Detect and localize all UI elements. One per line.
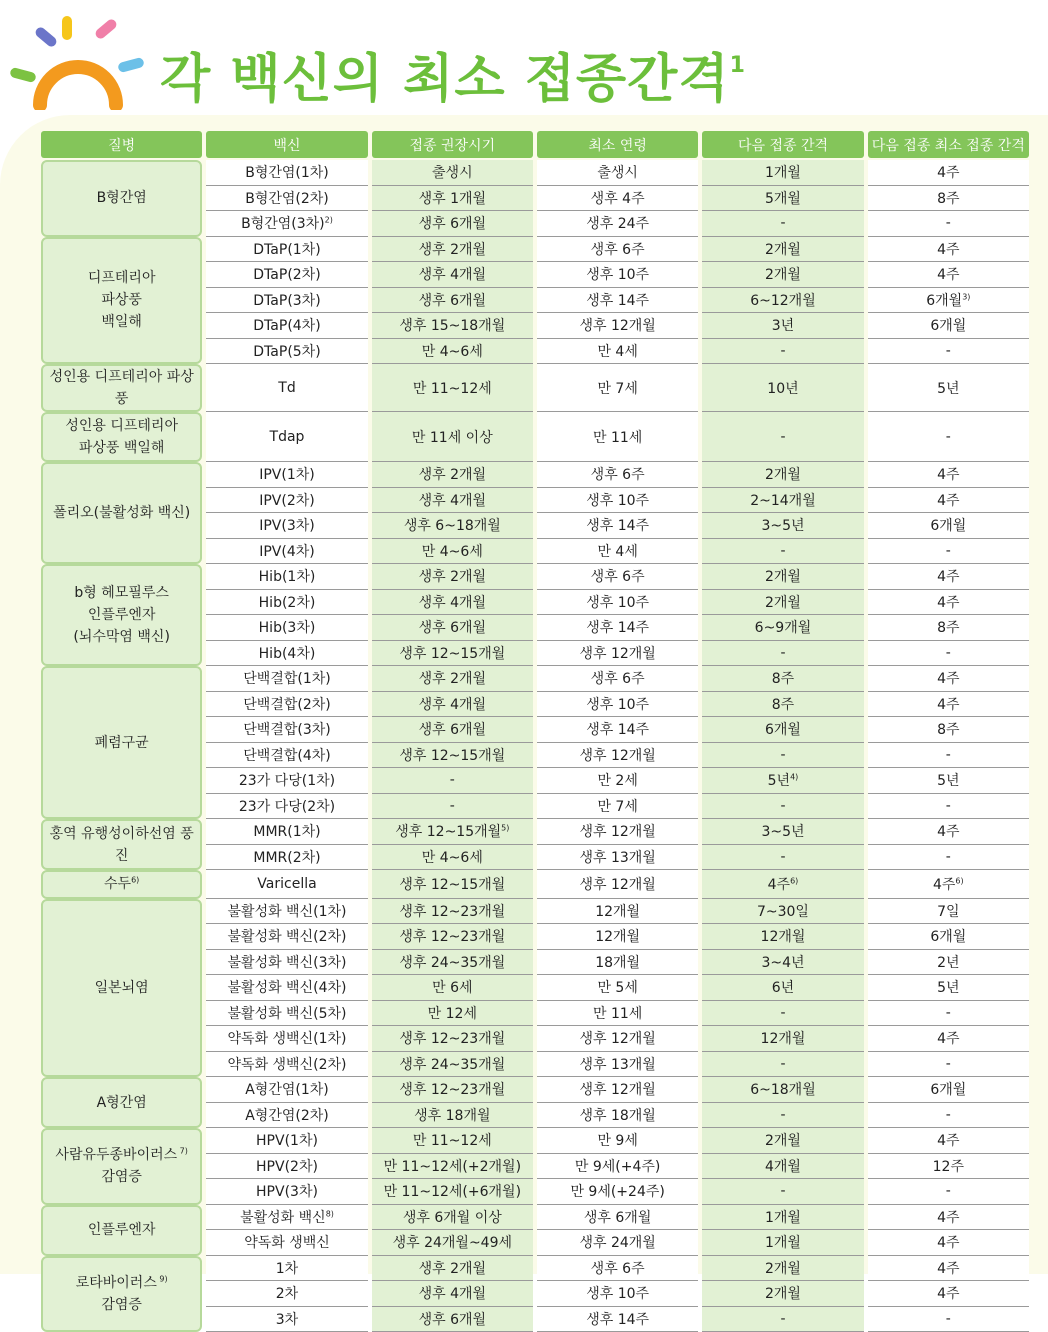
recommended-age-cell: 생후 24개월~49세 xyxy=(372,1230,533,1256)
next-interval-cell: 2개월 xyxy=(702,564,863,590)
minimum-interval-cell: - xyxy=(868,1103,1029,1129)
next-interval-cell: 1개월 xyxy=(702,1205,863,1231)
next-interval-cell: - xyxy=(702,211,863,237)
vaccine-cell: 23가 다당(2차) xyxy=(206,794,367,820)
disease-cell: 디프테리아 파상풍 백일해 xyxy=(41,237,202,365)
minimum-interval-cell: 6개월$^{3)}$ xyxy=(868,288,1029,314)
minimum-age-cell: 생후 13개월 xyxy=(537,845,698,871)
footnote-marker: 6) xyxy=(131,876,139,885)
minimum-age-cell: 생후 13개월 xyxy=(537,1052,698,1078)
footnote-marker: 5) xyxy=(501,824,509,833)
minimum-age-cell: 생후 6주 xyxy=(537,237,698,263)
vaccine-cell: B형간염(2차) xyxy=(206,186,367,212)
footnote-marker: 8) xyxy=(326,1209,334,1218)
disease-cell: 성인용 디프테리아 파상풍 xyxy=(41,364,202,412)
vaccine-cell: 2차 xyxy=(206,1281,367,1307)
vaccine-cell: DTaP(4차) xyxy=(206,313,367,339)
vaccine-cell: 23가 다당(1차) xyxy=(206,768,367,794)
table-row xyxy=(41,412,1029,462)
vaccine-cell: IPV(1차) xyxy=(206,462,367,488)
title-footnote: 1 xyxy=(730,53,746,78)
minimum-interval-cell: 4주 xyxy=(868,1205,1029,1231)
recommended-age-cell: 생후 2개월 xyxy=(372,462,533,488)
footnote-marker: 4) xyxy=(790,773,798,782)
minimum-interval-cell: 4주 xyxy=(868,160,1029,186)
recommended-age-cell: 생후 12~15개월 xyxy=(372,641,533,667)
minimum-age-cell: 생후 10주 xyxy=(537,590,698,616)
vaccine-cell: Tdap xyxy=(206,412,367,462)
column-header: 백신 xyxy=(206,131,367,158)
minimum-age-cell: 만 4세 xyxy=(537,539,698,565)
column-header: 다음 접종 간격 xyxy=(702,131,863,158)
recommended-age-cell: 생후 6개월 이상 xyxy=(372,1205,533,1231)
minimum-age-cell: 생후 6주 xyxy=(537,1256,698,1282)
minimum-interval-cell: 4주 xyxy=(868,1026,1029,1052)
footnote-marker: 6) xyxy=(790,876,798,885)
recommended-age-cell: 만 4~6세 xyxy=(372,339,533,365)
vaccine-cell: IPV(3차) xyxy=(206,513,367,539)
minimum-age-cell: 12개월 xyxy=(537,899,698,925)
minimum-age-cell: 만 9세(+4주) xyxy=(537,1154,698,1180)
minimum-interval-cell: 5년 xyxy=(868,975,1029,1001)
next-interval-cell: - xyxy=(702,539,863,565)
next-interval-cell: 6~12개월 xyxy=(702,288,863,314)
minimum-interval-cell: - xyxy=(868,1179,1029,1205)
recommended-age-cell: 생후 2개월 xyxy=(372,666,533,692)
next-interval-cell: - xyxy=(702,1307,863,1332)
next-interval-cell: 12개월 xyxy=(702,924,863,950)
minimum-age-cell: 만 9세 xyxy=(537,1128,698,1154)
recommended-age-cell: 만 12세 xyxy=(372,1001,533,1027)
next-interval-cell: 2개월 xyxy=(702,262,863,288)
vaccine-cell: Hib(3차) xyxy=(206,615,367,641)
disease-cell: 홍역 유행성이하선염 풍진 xyxy=(41,819,202,870)
column-header: 접종 권장시기 xyxy=(372,131,533,158)
minimum-interval-cell: - xyxy=(868,211,1029,237)
vaccine-table-wrapper xyxy=(41,131,1029,1332)
footnote-marker: 3) xyxy=(962,292,970,301)
minimum-age-cell: 생후 14주 xyxy=(537,1307,698,1332)
next-interval-cell: - xyxy=(702,845,863,871)
minimum-age-cell: 생후 10주 xyxy=(537,692,698,718)
next-interval-cell: 1개월 xyxy=(702,160,863,186)
vaccine-cell: 약독화 생백신 xyxy=(206,1230,367,1256)
column-header: 질병 xyxy=(41,131,202,158)
page-title: 각 백신의 최소 접종간격$^1$ xyxy=(160,40,746,111)
next-interval-cell: 6년 xyxy=(702,975,863,1001)
vaccine-cell: 1차 xyxy=(206,1256,367,1282)
table-row xyxy=(41,1077,1029,1103)
disease-cell: 사람유두종바이러스 $^{7)}$ 감염증 xyxy=(41,1128,202,1205)
minimum-interval-cell: 5년 xyxy=(868,364,1029,412)
next-interval-cell: 2개월 xyxy=(702,590,863,616)
minimum-interval-cell: 6개월 xyxy=(868,1077,1029,1103)
recommended-age-cell: 만 4~6세 xyxy=(372,539,533,565)
recommended-age-cell: 생후 4개월 xyxy=(372,692,533,718)
minimum-age-cell: 생후 14주 xyxy=(537,717,698,743)
table-row xyxy=(41,666,1029,692)
recommended-age-cell: 생후 12~23개월 xyxy=(372,1077,533,1103)
vaccine-cell: Hib(1차) xyxy=(206,564,367,590)
vaccine-cell: 불활성화 백신(5차) xyxy=(206,1001,367,1027)
minimum-interval-cell: 4주 xyxy=(868,1230,1029,1256)
vaccine-cell: Hib(2차) xyxy=(206,590,367,616)
recommended-age-cell: 만 6세 xyxy=(372,975,533,1001)
recommended-age-cell: 생후 6개월 xyxy=(372,1307,533,1332)
recommended-age-cell: 만 11~12세(+2개월) xyxy=(372,1154,533,1180)
minimum-age-cell: 생후 12개월 xyxy=(537,1077,698,1103)
vaccine-cell: HPV(2차) xyxy=(206,1154,367,1180)
next-interval-cell: - xyxy=(702,794,863,820)
minimum-age-cell: 생후 6주 xyxy=(537,462,698,488)
minimum-age-cell: 생후 10주 xyxy=(537,262,698,288)
next-interval-cell: 3~4년 xyxy=(702,950,863,976)
recommended-age-cell: 만 11~12세 xyxy=(372,1128,533,1154)
minimum-interval-cell: 4주 xyxy=(868,262,1029,288)
vaccine-cell: B형간염(1차) xyxy=(206,160,367,186)
minimum-age-cell: 만 11세 xyxy=(537,1001,698,1027)
minimum-interval-cell: 6개월 xyxy=(868,313,1029,339)
recommended-age-cell: 만 11~12세(+6개월) xyxy=(372,1179,533,1205)
minimum-interval-cell: 4주 xyxy=(868,1281,1029,1307)
disease-cell: b형 헤모필루스 인플루엔자 (뇌수막염 백신) xyxy=(41,564,202,666)
next-interval-cell: 3~5년 xyxy=(702,513,863,539)
vaccine-cell: 단백결합(4차) xyxy=(206,743,367,769)
next-interval-cell: - xyxy=(702,1103,863,1129)
vaccine-cell: 약독화 생백신(2차) xyxy=(206,1052,367,1078)
next-interval-cell: - xyxy=(702,641,863,667)
vaccine-cell: A형간염(1차) xyxy=(206,1077,367,1103)
next-interval-cell: 3년 xyxy=(702,313,863,339)
next-interval-cell: 5개월 xyxy=(702,186,863,212)
minimum-age-cell: 생후 12개월 xyxy=(537,743,698,769)
recommended-age-cell: 생후 12~15개월 xyxy=(372,743,533,769)
next-interval-cell: 2개월 xyxy=(702,1128,863,1154)
recommended-age-cell: 생후 4개월 xyxy=(372,262,533,288)
next-interval-cell: 4개월 xyxy=(702,1154,863,1180)
vaccine-cell: 불활성화 백신(4차) xyxy=(206,975,367,1001)
minimum-interval-cell: 4주 xyxy=(868,1128,1029,1154)
vaccine-cell: 3차 xyxy=(206,1307,367,1332)
vaccine-cell: Hib(4차) xyxy=(206,641,367,667)
disease-cell: A형간염 xyxy=(41,1077,202,1128)
recommended-age-cell: 생후 1개월 xyxy=(372,186,533,212)
vaccine-cell: B형간염(3차)$^{2)}$ xyxy=(206,211,367,237)
vaccine-cell: MMR(1차) xyxy=(206,819,367,845)
next-interval-cell: 10년 xyxy=(702,364,863,412)
minimum-age-cell: 생후 24주 xyxy=(537,211,698,237)
next-interval-cell: - xyxy=(702,339,863,365)
column-header: 최소 연령 xyxy=(537,131,698,158)
disease-cell: 인플루엔자 xyxy=(41,1205,202,1256)
vaccine-cell: DTaP(1차) xyxy=(206,237,367,263)
minimum-interval-cell: 7일 xyxy=(868,899,1029,925)
vaccine-cell: 불활성화 백신(1차) xyxy=(206,899,367,925)
minimum-interval-cell: - xyxy=(868,743,1029,769)
vaccine-cell: 불활성화 백신$^{8)}$ xyxy=(206,1205,367,1231)
recommended-age-cell: - xyxy=(372,794,533,820)
minimum-age-cell: 생후 14주 xyxy=(537,513,698,539)
minimum-age-cell: 생후 12개월 xyxy=(537,313,698,339)
next-interval-cell: 3~5년 xyxy=(702,819,863,845)
vaccine-cell: Varicella xyxy=(206,870,367,899)
disease-cell: 수두$^{6)}$ xyxy=(41,870,202,899)
minimum-interval-cell: 4주 xyxy=(868,564,1029,590)
recommended-age-cell: 생후 24~35개월 xyxy=(372,1052,533,1078)
minimum-interval-cell: - xyxy=(868,339,1029,365)
vaccine-cell: IPV(4차) xyxy=(206,539,367,565)
minimum-age-cell: 생후 4주 xyxy=(537,186,698,212)
minimum-age-cell: 생후 10주 xyxy=(537,1281,698,1307)
table-row xyxy=(41,1205,1029,1231)
minimum-interval-cell: 6개월 xyxy=(868,513,1029,539)
minimum-interval-cell: - xyxy=(868,641,1029,667)
vaccine-cell: 불활성화 백신(2차) xyxy=(206,924,367,950)
minimum-age-cell: 생후 6주 xyxy=(537,666,698,692)
minimum-interval-cell: 4주 xyxy=(868,237,1029,263)
disease-cell: 폐렴구균 xyxy=(41,666,202,819)
next-interval-cell: 1개월 xyxy=(702,1230,863,1256)
minimum-age-cell: 생후 6주 xyxy=(537,564,698,590)
minimum-age-cell: 만 11세 xyxy=(537,412,698,462)
recommended-age-cell: 생후 18개월 xyxy=(372,1103,533,1129)
vaccine-cell: 단백결합(3차) xyxy=(206,717,367,743)
minimum-interval-cell: - xyxy=(868,1001,1029,1027)
table-row xyxy=(41,1256,1029,1282)
minimum-age-cell: 만 7세 xyxy=(537,794,698,820)
recommended-age-cell: 생후 2개월 xyxy=(372,1256,533,1282)
minimum-age-cell: 생후 18개월 xyxy=(537,1103,698,1129)
minimum-age-cell: 만 4세 xyxy=(537,339,698,365)
header xyxy=(0,0,1048,120)
footnote-marker: 6) xyxy=(955,876,963,885)
recommended-age-cell: 만 11~12세 xyxy=(372,364,533,412)
minimum-interval-cell: 4주 xyxy=(868,819,1029,845)
minimum-age-cell: 12개월 xyxy=(537,924,698,950)
next-interval-cell: - xyxy=(702,1179,863,1205)
table-row xyxy=(41,1128,1029,1154)
recommended-age-cell: 생후 2개월 xyxy=(372,564,533,590)
next-interval-cell: 4주$^{6)}$ xyxy=(702,870,863,899)
minimum-interval-cell: 4주 xyxy=(868,692,1029,718)
recommended-age-cell: 생후 2개월 xyxy=(372,237,533,263)
minimum-age-cell: 생후 10주 xyxy=(537,488,698,514)
minimum-interval-cell: - xyxy=(868,412,1029,462)
minimum-interval-cell: - xyxy=(868,1052,1029,1078)
recommended-age-cell: 생후 12~23개월 xyxy=(372,899,533,925)
table-row xyxy=(41,564,1029,590)
minimum-age-cell: 생후 12개월 xyxy=(537,1026,698,1052)
minimum-interval-cell: 4주 xyxy=(868,666,1029,692)
recommended-age-cell: 만 11세 이상 xyxy=(372,412,533,462)
vaccine-cell: 불활성화 백신(3차) xyxy=(206,950,367,976)
recommended-age-cell: 생후 12~15개월$^{5)}$ xyxy=(372,819,533,845)
recommended-age-cell: 생후 12~23개월 xyxy=(372,924,533,950)
disease-cell: 성인용 디프테리아 파상풍 백일해 xyxy=(41,412,202,462)
next-interval-cell: 2개월 xyxy=(702,1281,863,1307)
minimum-age-cell: 생후 14주 xyxy=(537,288,698,314)
table-row xyxy=(41,819,1029,845)
minimum-age-cell: 18개월 xyxy=(537,950,698,976)
minimum-age-cell: 만 2세 xyxy=(537,768,698,794)
recommended-age-cell: 생후 12~23개월 xyxy=(372,1026,533,1052)
vaccine-cell: DTaP(3차) xyxy=(206,288,367,314)
next-interval-cell: 7~30일 xyxy=(702,899,863,925)
recommended-age-cell: 생후 12~15개월 xyxy=(372,870,533,899)
vaccine-cell: A형간염(2차) xyxy=(206,1103,367,1129)
next-interval-cell: - xyxy=(702,1001,863,1027)
table-row xyxy=(41,870,1029,899)
minimum-interval-cell: 4주 xyxy=(868,590,1029,616)
recommended-age-cell: 생후 6개월 xyxy=(372,288,533,314)
minimum-interval-cell: 12주 xyxy=(868,1154,1029,1180)
recommended-age-cell: 생후 4개월 xyxy=(372,488,533,514)
minimum-interval-cell: 6개월 xyxy=(868,924,1029,950)
minimum-age-cell: 생후 6개월 xyxy=(537,1205,698,1231)
minimum-interval-cell: 8주 xyxy=(868,717,1029,743)
minimum-interval-cell: - xyxy=(868,845,1029,871)
vaccine-cell: 단백결합(2차) xyxy=(206,692,367,718)
minimum-interval-cell: 4주 xyxy=(868,462,1029,488)
next-interval-cell: 2개월 xyxy=(702,237,863,263)
recommended-age-cell: 생후 24~35개월 xyxy=(372,950,533,976)
table-body xyxy=(41,160,1029,1332)
table-row xyxy=(41,899,1029,925)
next-interval-cell: 6~18개월 xyxy=(702,1077,863,1103)
table-row xyxy=(41,237,1029,263)
vaccine-cell: DTaP(2차) xyxy=(206,262,367,288)
vaccine-cell: HPV(3차) xyxy=(206,1179,367,1205)
minimum-age-cell: 만 9세(+24주) xyxy=(537,1179,698,1205)
recommended-age-cell: 만 4~6세 xyxy=(372,845,533,871)
minimum-age-cell: 출생시 xyxy=(537,160,698,186)
recommended-age-cell: 생후 15~18개월 xyxy=(372,313,533,339)
minimum-age-cell: 생후 12개월 xyxy=(537,641,698,667)
recommended-age-cell: 생후 6개월 xyxy=(372,717,533,743)
next-interval-cell: 2개월 xyxy=(702,1256,863,1282)
minimum-interval-cell: - xyxy=(868,1307,1029,1332)
recommended-age-cell: - xyxy=(372,768,533,794)
vaccine-cell: MMR(2차) xyxy=(206,845,367,871)
footnote-marker: 9) xyxy=(157,1274,168,1283)
minimum-interval-cell: 2년 xyxy=(868,950,1029,976)
next-interval-cell: - xyxy=(702,743,863,769)
recommended-age-cell: 생후 6~18개월 xyxy=(372,513,533,539)
next-interval-cell: 8주 xyxy=(702,692,863,718)
recommended-age-cell: 생후 6개월 xyxy=(372,211,533,237)
next-interval-cell: 2~14개월 xyxy=(702,488,863,514)
next-interval-cell: 6개월 xyxy=(702,717,863,743)
recommended-age-cell: 생후 6개월 xyxy=(372,615,533,641)
vaccine-cell: HPV(1차) xyxy=(206,1128,367,1154)
minimum-age-cell: 생후 24개월 xyxy=(537,1230,698,1256)
minimum-interval-cell: - xyxy=(868,794,1029,820)
recommended-age-cell: 생후 4개월 xyxy=(372,590,533,616)
minimum-age-cell: 생후 12개월 xyxy=(537,819,698,845)
sun-logo-icon xyxy=(0,10,160,110)
minimum-age-cell: 만 5세 xyxy=(537,975,698,1001)
next-interval-cell: 8주 xyxy=(702,666,863,692)
disease-cell: 폴리오(불활성화 백신) xyxy=(41,462,202,564)
vaccine-cell: IPV(2차) xyxy=(206,488,367,514)
vaccine-cell: Td xyxy=(206,364,367,412)
minimum-interval-cell: 5년 xyxy=(868,768,1029,794)
next-interval-cell: 12개월 xyxy=(702,1026,863,1052)
next-interval-cell: - xyxy=(702,412,863,462)
disease-cell: 로타바이러스 $^{9)}$ 감염증 xyxy=(41,1256,202,1332)
minimum-interval-cell: - xyxy=(868,539,1029,565)
table-row xyxy=(41,364,1029,412)
table-row xyxy=(41,462,1029,488)
vaccine-interval-table xyxy=(37,131,1033,1332)
footnote-marker: 2) xyxy=(325,216,333,225)
column-header: 다음 접종 최소 접종 간격 xyxy=(868,131,1029,158)
disease-cell: 일본뇌염 xyxy=(41,899,202,1078)
table-header-row xyxy=(41,131,1029,158)
minimum-interval-cell: 4주$^{6)}$ xyxy=(868,870,1029,899)
minimum-age-cell: 생후 12개월 xyxy=(537,870,698,899)
vaccine-cell: DTaP(5차) xyxy=(206,339,367,365)
minimum-interval-cell: 4주 xyxy=(868,488,1029,514)
vaccine-cell: 약독화 생백신(1차) xyxy=(206,1026,367,1052)
next-interval-cell: 6~9개월 xyxy=(702,615,863,641)
minimum-interval-cell: 8주 xyxy=(868,186,1029,212)
minimum-interval-cell: 8주 xyxy=(868,615,1029,641)
minimum-interval-cell: 4주 xyxy=(868,1256,1029,1282)
recommended-age-cell: 생후 4개월 xyxy=(372,1281,533,1307)
minimum-age-cell: 생후 14주 xyxy=(537,615,698,641)
next-interval-cell: 5년$^{4)}$ xyxy=(702,768,863,794)
minimum-age-cell: 만 7세 xyxy=(537,364,698,412)
recommended-age-cell: 출생시 xyxy=(372,160,533,186)
next-interval-cell: 2개월 xyxy=(702,462,863,488)
vaccine-cell: 단백결합(1차) xyxy=(206,666,367,692)
next-interval-cell: - xyxy=(702,1052,863,1078)
disease-cell: B형간염 xyxy=(41,160,202,237)
table-row xyxy=(41,160,1029,186)
footnote-marker: 7) xyxy=(177,1147,188,1156)
